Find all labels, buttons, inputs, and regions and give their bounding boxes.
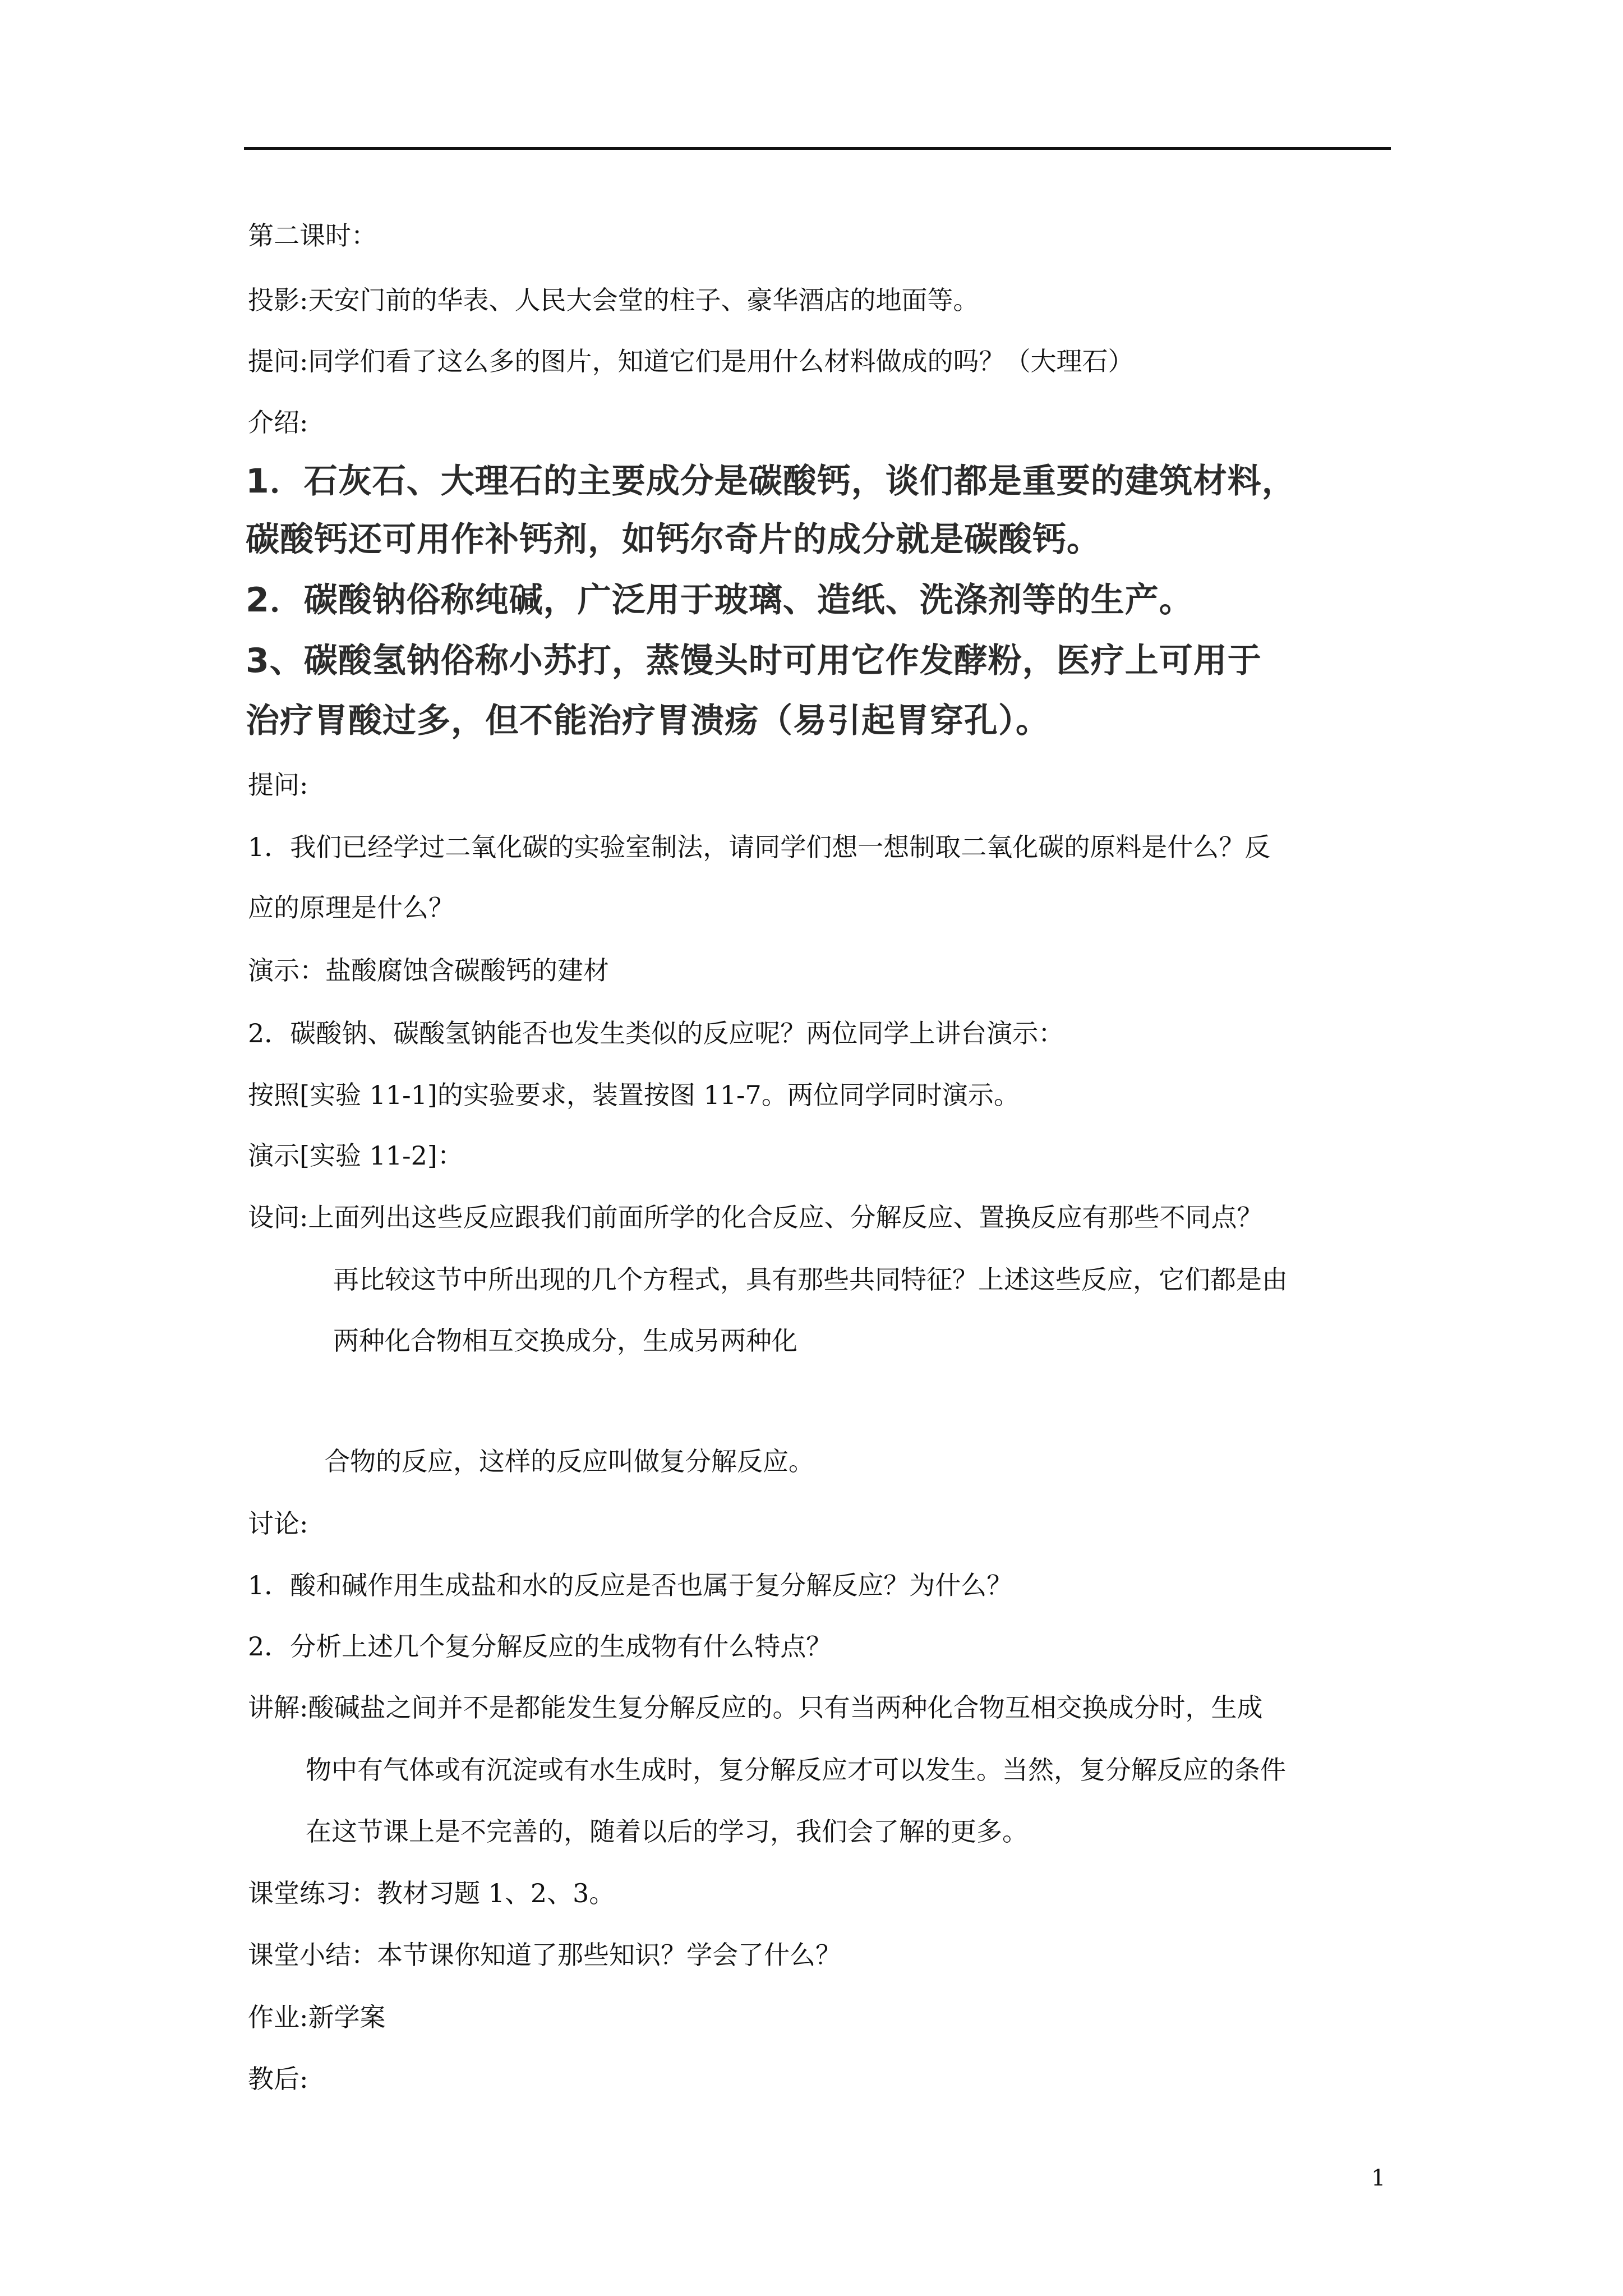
experiment-instruction: 按照[实验 11-1]的实验要求，装置按图 11-7。两位同学同时演示。	[248, 1080, 1020, 1110]
setup-question-line-1: 设问:上面列出这些反应跟我们前面所学的化合反应、分解反应、置换反应有那些不同点？	[248, 1202, 1263, 1232]
image-text-line-4: 3、碳酸氢钠俗称小苏打，蒸馒头时可用它作发酵粉，医疗上可用于	[246, 641, 1262, 680]
projection-line: 投影:天安门前的华表、人民大会堂的柱子、豪华酒店的地面等。	[248, 285, 979, 315]
image-text-line-3: 2．碳酸钠俗称纯碱，广泛用于玻璃、造纸、洗涤剂等的生产。	[246, 581, 1193, 620]
discussion-heading: 讨论:	[248, 1508, 308, 1539]
image-text-line-5: 治疗胃酸过多，但不能治疗胃溃疡（易引起胃穿孔）。	[246, 701, 1050, 740]
homework: 作业:新学案	[248, 2002, 386, 2032]
question-line: 提问:同学们看了这么多的图片，知道它们是用什么材料做成的吗？（大理石）	[248, 346, 1134, 376]
lesson-period: 第二课时：	[248, 220, 377, 251]
explanation-line-1: 讲解:酸碱盐之间并不是都能发生复分解反应的。只有当两种化合物互相交换成分时，生成	[248, 1692, 1263, 1723]
image-text-line-2: 碳酸钙还可用作补钙剂，如钙尔奇片的成分就是碳酸钙。	[246, 520, 1101, 559]
image-text-line-1: 1．石灰石、大理石的主要成分是碳酸钙，谈们都是重要的建筑材料，	[246, 462, 1296, 501]
demo-line: 演示：盐酸腐蚀含碳酸钙的建材	[248, 955, 609, 986]
discussion-2: 2．分析上述几个复分解反应的生成物有什么特点？	[248, 1631, 832, 1662]
discussion-1: 1．酸和碱作用生成盐和水的反应是否也属于复分解反应？为什么？	[248, 1570, 1013, 1600]
demo-experiment-line: 演示[实验 11-2]：	[248, 1140, 463, 1171]
class-exercise: 课堂练习：教材习题 1、2、3。	[248, 1878, 615, 1908]
page-number: 1	[1371, 2165, 1386, 2191]
class-summary: 课堂小结：本节课你知道了那些知识？学会了什么？	[248, 1940, 841, 1970]
question-2-line: 2．碳酸钠、碳酸氢钠能否也发生类似的反应呢？两位同学上讲台演示：	[248, 1018, 1064, 1048]
explanation-line-3: 在这节课上是不完善的，随着以后的学习，我们会了解的更多。	[306, 1816, 1028, 1847]
header-rule	[244, 147, 1391, 150]
setup-question-line-2: 再比较这节中所出现的几个方程式，具有那些共同特征？上述这些反应，它们都是由	[333, 1264, 1288, 1295]
question-heading: 提问:	[248, 770, 308, 800]
intro-heading: 介绍:	[248, 407, 308, 438]
setup-question-line-4: 合物的反应，这样的反应叫做复分解反应。	[324, 1446, 814, 1476]
after-class-note: 教后:	[248, 2064, 308, 2094]
explanation-line-2: 物中有气体或有沉淀或有水生成时，复分解反应才可以发生。当然，复分解反应的条件	[306, 1755, 1286, 1785]
setup-question-line-3: 两种化合物相互交换成分，生成另两种化	[333, 1326, 797, 1356]
question-1-line-1: 1．我们已经学过二氧化碳的实验室制法，请同学们想一想制取二氧化碳的原料是什么？反	[248, 832, 1271, 862]
question-1-line-2: 应的原理是什么？	[248, 892, 454, 923]
